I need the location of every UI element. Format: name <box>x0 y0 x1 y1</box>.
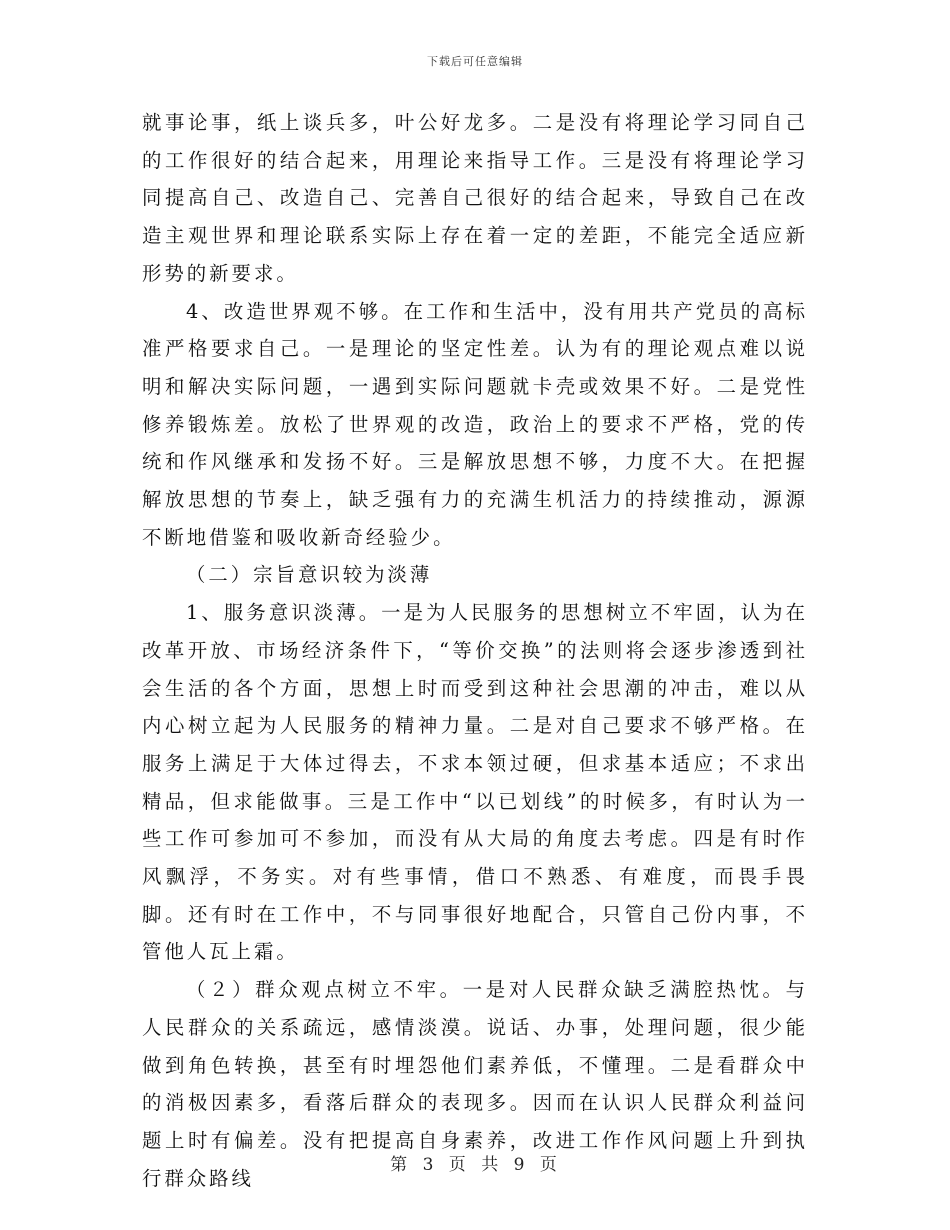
page-header: 下载后可任意编辑 <box>427 55 523 68</box>
paragraph-mass-viewpoint: （２）群众观点树立不牢。一是对人民群众缺乏满腔热忱。与人民群众的关系疏远，感情淡漠。说话、办事，处理问题，很少能做到角色转换，甚至有时埋怨他们素养低，不懂理。二是看群众中的消极因素多，看落后群众的表现多。因而在认识人民群众利益问题上时有偏差。没有把提高自身素养，改进工作作风问题上升到执行群众路线 <box>142 978 808 1190</box>
section-heading: （二）宗旨意识较为淡薄 <box>186 563 433 587</box>
page-number-footer: 第 3 页 共 9 页 <box>390 1155 560 1175</box>
paragraph-service-awareness: 1、服务意识淡薄。一是为人民服务的思想树立不牢固，认为在改革开放、市场经济条件下，“等价交换”的法则将会逐步渗透到社会生活的各个方面，思想上时而受到这种社会思潮的冲击，难以从内心树立起为人民服务的精神力量。二是对自己要求不够严格。在服务上满足于大体过得去，不求本领过硬，但求基本适应；不求出精品，但求能做事。三是工作中“以已划线”的时候多，有时认为一些工作可参加可不参加，而没有从大局的角度去考虑。四是有时作风飘浮，不务实。对有些事情，借口不熟悉、有难度，而畏手畏脚。还有时在工作中，不与同事很好地配合，只管自己份内事，不管他人瓦上霜。 <box>142 601 808 964</box>
body-text <box>142 104 808 1197</box>
paragraph-worldview: 4、改造世界观不够。在工作和生活中，没有用共产党员的高标准严格要求自己。一是理论的坚定性差。认为有的理论观点难以说明和解决实际问题，一遇到实际问题就卡壳或效果不好。二是党性修养锻炼差。放松了世界观的改造，政治上的要求不严格，党的传统和作风继承和发扬不好。三是解放思想不够，力度不大。在把握解放思想的节奏上，缺乏强有力的充满生机活力的持续推动，源源不断地借鉴和吸收新奇经验少。 <box>142 299 808 549</box>
paragraph-continuation: 就事论事，纸上谈兵多，叶公好龙多。二是没有将理论学习同自己的工作很好的结合起来，用理论来指导工作。三是没有将理论学习同提高自己、改造自己、完善自己很好的结合起来，导致自己在改造主观世界和理论联系实际上存在着一定的差距，不能完全适应新形势的新要求。 <box>142 111 808 285</box>
